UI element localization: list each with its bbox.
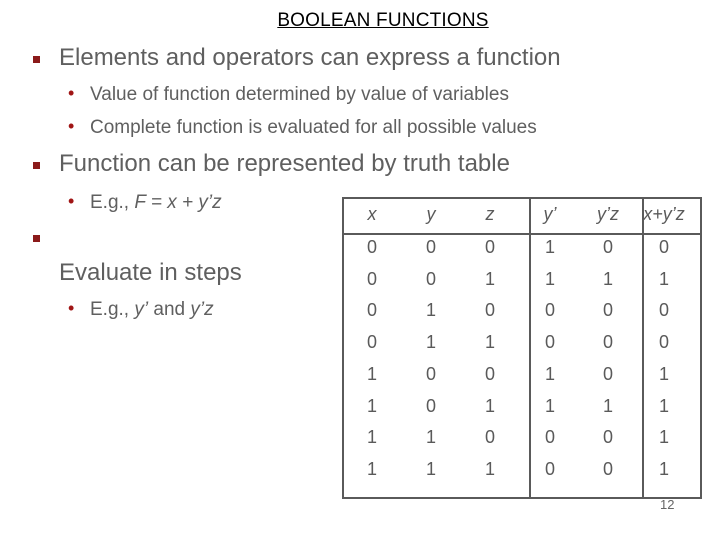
table-cell: 1: [366, 427, 377, 448]
square-bullet-icon: [33, 56, 40, 63]
table-cell: 1: [658, 427, 669, 448]
bullet-truth-table: Function can be represented by truth table: [59, 150, 510, 177]
table-cell: 0: [366, 268, 377, 289]
and-text: and: [148, 299, 191, 320]
table-header-cell: y’: [543, 204, 557, 224]
dot-bullet-icon: •: [68, 116, 75, 136]
table-cell: 0: [484, 363, 495, 384]
sub-bullet-example-formula: [90, 192, 222, 214]
table-cell: 0: [544, 427, 555, 448]
table-cell: 0: [602, 237, 613, 257]
table-cell: 0: [602, 332, 613, 353]
page-number: 12: [660, 497, 675, 512]
table-cell: 0: [658, 332, 669, 353]
square-bullet-icon: [33, 162, 40, 169]
table-cell: 1: [544, 363, 555, 384]
table-cell: 0: [544, 300, 555, 321]
table-cell: 1: [658, 458, 669, 479]
table-cell: 0: [658, 237, 669, 257]
table-header-cell: z: [485, 204, 495, 224]
table-header-cell: x+y’z: [643, 204, 685, 224]
table-cell: 0: [484, 237, 495, 257]
table-cell: 1: [366, 458, 377, 479]
table-cell: 1: [366, 363, 377, 384]
table-cell: 1: [544, 395, 555, 416]
table-cell: 0: [425, 363, 436, 384]
table-cell: 1: [602, 268, 613, 289]
truth-table: [342, 197, 702, 499]
dot-bullet-icon: •: [68, 191, 75, 211]
table-cell: 1: [366, 395, 377, 416]
table-cell: 0: [544, 458, 555, 479]
table-cell: 1: [484, 332, 495, 353]
table-cell: 1: [658, 363, 669, 384]
table-cell: 0: [484, 300, 495, 321]
table-cell: 0: [544, 332, 555, 353]
table-cell: 0: [602, 458, 613, 479]
table-cell: 0: [658, 300, 669, 321]
dot-bullet-icon: •: [68, 83, 75, 103]
table-header-cell: x: [367, 204, 377, 224]
example-prefix: E.g.,: [90, 299, 135, 320]
table-cell: 1: [425, 427, 436, 448]
sub-bullet-complete-function: Complete function is evaluated for all possible values: [90, 117, 537, 138]
table-cell: 0: [366, 332, 377, 353]
table-cell: 1: [425, 332, 436, 353]
sub-bullet-value-of-function: Value of function determined by value of variables: [90, 84, 509, 105]
table-cell: 1: [484, 395, 495, 416]
example-prefix: E.g.,: [90, 192, 135, 213]
table-cell: 0: [425, 395, 436, 416]
table-cell: 1: [602, 395, 613, 416]
sub-bullet-evaluate-example: [90, 299, 214, 321]
bullet-elements-operators: Elements and operators can express a function: [59, 44, 561, 71]
bullet-evaluate-steps: Evaluate in steps: [59, 259, 242, 286]
table-cell: 0: [602, 363, 613, 384]
table-cell: 0: [602, 300, 613, 321]
table-cell: 0: [602, 427, 613, 448]
slide-title: BOOLEAN FUNCTIONS: [277, 10, 489, 31]
dot-bullet-icon: •: [68, 298, 75, 318]
table-cell: 0: [425, 237, 436, 257]
table-cell: 0: [425, 268, 436, 289]
table-cell: 0: [366, 237, 377, 257]
table-cell: 1: [484, 458, 495, 479]
table-cell: 0: [484, 427, 495, 448]
table-cell: 1: [425, 300, 436, 321]
table-header-cell: y’z: [597, 204, 619, 224]
table-cell: 1: [658, 268, 669, 289]
table-cell: 1: [544, 237, 555, 257]
table-cell: 1: [425, 458, 436, 479]
table-cell: 1: [484, 268, 495, 289]
table-header-cell: y: [426, 204, 436, 224]
term-y-prime: y’: [134, 299, 149, 320]
formula-text: F = x + y’z: [134, 192, 222, 213]
table-cell: 1: [544, 268, 555, 289]
table-cell: 0: [366, 300, 377, 321]
term-y-prime-z: y’z: [190, 299, 214, 320]
square-bullet-icon: [33, 235, 40, 242]
table-cell: 1: [658, 395, 669, 416]
